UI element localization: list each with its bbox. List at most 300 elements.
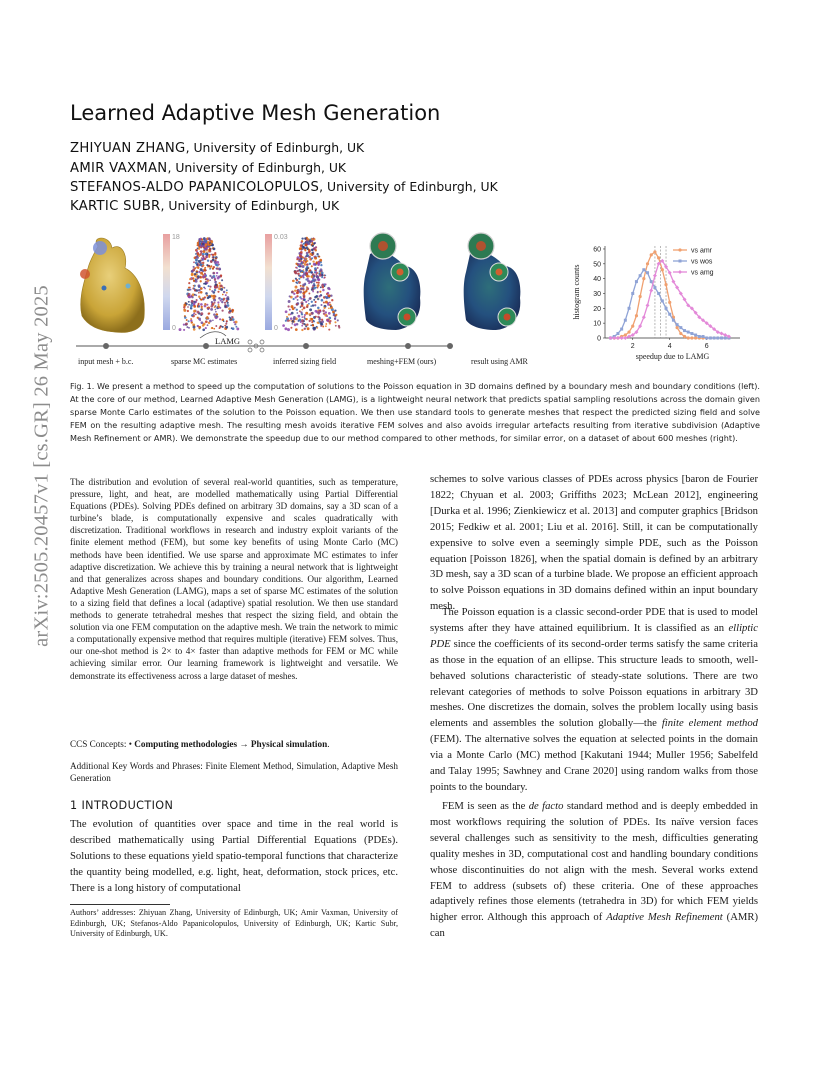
mc-point: [193, 326, 196, 329]
mc-point: [335, 325, 337, 327]
mc-point: [316, 253, 318, 255]
mc-point: [209, 248, 211, 250]
mc-point: [215, 283, 218, 286]
input-mesh: [81, 238, 145, 332]
author-name: AMIR VAXMAN: [70, 161, 168, 176]
data-point: [631, 325, 634, 328]
mc-point: [205, 283, 207, 285]
data-point: [679, 326, 682, 329]
mc-point: [188, 301, 190, 303]
mc-point: [298, 281, 300, 283]
mc-point: [303, 291, 305, 293]
mc-point: [314, 257, 317, 260]
mc-point: [319, 291, 321, 293]
mc-point: [308, 251, 310, 253]
mc-point: [193, 328, 196, 331]
mc-point: [312, 327, 315, 330]
mc-point: [317, 307, 320, 310]
mc-point: [311, 275, 314, 278]
mc-point: [301, 316, 303, 318]
mc-point: [301, 309, 303, 311]
mc-point: [193, 303, 196, 306]
mc-point: [299, 291, 302, 294]
mc-point: [309, 308, 312, 311]
mc-point: [204, 274, 206, 276]
mc-point: [320, 264, 322, 266]
mc-point: [205, 253, 207, 255]
mc-point: [219, 326, 221, 328]
mc-point: [196, 299, 198, 301]
mc-point: [221, 309, 223, 311]
legend-label: vs wos: [691, 258, 713, 266]
mc-point: [226, 320, 228, 322]
mc-point: [198, 292, 200, 294]
mc-point: [199, 240, 201, 242]
mc-point: [235, 326, 237, 328]
p2-text-a: The Poisson equation is a classic second-order PDE that is used to model systems after they have attained equilibrium. It is classified as an: [430, 607, 758, 634]
mc-point: [311, 242, 313, 244]
data-point: [623, 336, 627, 340]
data-point: [687, 336, 690, 339]
mc-point: [295, 286, 298, 289]
mc-point: [318, 321, 320, 323]
mc-point: [188, 327, 190, 329]
ccs-bold: Computing methodologies → Physical simulation: [134, 739, 328, 749]
mc-point: [198, 255, 200, 257]
mc-point: [307, 327, 310, 330]
mc-point: [315, 271, 317, 273]
mc-point: [204, 248, 207, 251]
mc-point: [315, 246, 317, 248]
mc-point: [197, 267, 199, 269]
mc-point: [213, 266, 215, 268]
ccs-label: CCS Concepts: •: [70, 739, 135, 749]
x-tick-label: 6: [704, 343, 709, 350]
colorbar-1: [163, 234, 170, 330]
legend-marker: [678, 270, 682, 274]
mc-point: [200, 250, 202, 252]
mc-point: [193, 280, 195, 282]
mc-point: [211, 290, 213, 292]
speedup-histogram: [572, 246, 740, 361]
mc-point: [307, 278, 309, 280]
mc-point: [314, 267, 317, 270]
mc-point: [331, 299, 333, 301]
mc-point: [323, 277, 325, 279]
data-point: [631, 292, 634, 295]
mc-point: [307, 248, 309, 250]
mc-point: [224, 302, 226, 304]
mc-point: [214, 289, 216, 291]
p2-text-b: since the coefficients of its second-order terms satisfy the same criteria as those in the equation of an ellipse. This structure leads to smooth, well-behaved solutions characteristic of steady-state solutions. There are two relevant categories of methods to solve Poisson equations in arbitrary 3D meshes. One discretizes the domain, solves the problem locally using basis elements and assembles the solution globally—the: [430, 638, 758, 730]
mc-point: [184, 316, 187, 319]
mc-point: [197, 248, 199, 250]
right-paragraph-3: [430, 799, 758, 942]
mc-point: [304, 314, 306, 316]
data-point: [690, 336, 693, 339]
mc-point: [305, 243, 307, 245]
y-tick-label: 40: [593, 276, 601, 284]
mc-point: [211, 301, 213, 303]
mc-point: [220, 300, 222, 302]
data-point: [649, 289, 653, 293]
mc-point: [200, 276, 202, 278]
mc-point: [296, 267, 298, 269]
mc-point: [217, 305, 220, 308]
mc-point: [214, 281, 216, 283]
figure-1: [70, 226, 760, 374]
mc-point: [334, 318, 336, 320]
mc-point: [324, 296, 326, 298]
mc-point: [226, 289, 228, 291]
mc-point: [306, 306, 308, 308]
data-point: [694, 334, 697, 337]
mc-point: [291, 312, 294, 315]
mc-point: [302, 287, 304, 289]
mc-point: [303, 323, 305, 325]
mc-point: [306, 263, 309, 266]
mc-point: [198, 260, 201, 263]
mc-point: [320, 286, 322, 288]
mc-point: [308, 243, 310, 245]
mc-point: [316, 327, 318, 329]
mc-point: [330, 295, 332, 297]
abstract: The distribution and evolution of several real-world quantities, such as temperature, pressure, light, and heat, are modelled mathematically using Partial Differential Equations (PDEs). Solving PDEs defined on arbitrary 3D domains, say a 3D scan of a turbine’s blade, is computationally expensive and scales quadratically with discretization. Traditional workflows in research and industry exploit variants of the finite element method (FEM), but some key benefits of using Monte Carlo (MC) methods have been identified. We use sparse and approximate MC estimates to infer adaptive discretization. We achieve this by training a neural network that is lightweight and that generalizes across shapes and boundary conditions. Our algorithm, Learned Adaptive Mesh Generation (LAMG), maps a set of sparse MC estimates of the solution to a sizing field that defines a local (adaptive) spatial resolution. We then use standard methods to generate tetrahedral meshes that respect the sizing field, and obtain the solution via one FEM computation on the adaptive mesh. We train the network to mimic a computationally expensive method that requires multiple (iterative) FEM solves. Thus, our one-shot method is 2× to 4× faster than adaptive methods for FEM or MC while achieving similar error. Our learning framework is lightweight and versatile. We demonstrate its effectiveness across a large dataset of meshes.: [70, 477, 398, 681]
data-point: [672, 319, 675, 322]
mc-point: [300, 269, 302, 271]
data-point: [635, 280, 638, 283]
data-point: [642, 315, 646, 319]
mc-point: [183, 306, 185, 308]
mc-point: [187, 310, 189, 312]
data-point: [716, 337, 719, 340]
mc-point: [313, 284, 315, 286]
p2-italic-1: elliptic PDE: [430, 622, 758, 650]
pipeline-arrow: [76, 332, 453, 352]
mc-point: [318, 256, 320, 258]
mc-point: [232, 327, 235, 330]
mc-point: [331, 307, 333, 309]
data-point: [690, 332, 693, 335]
mc-point: [289, 295, 291, 297]
data-point: [668, 301, 671, 304]
mc-point: [234, 323, 236, 325]
p3-text-b: standard method and is deeply embedded in most workflows requiring the solution of PDEs. Its naïve version faces several challenges such as sensitivity to the mesh, difficulties generating quality meshes in 3D, computational cost and handling boundary conditions whose discontinuities do not align with the mesh. Several works extend FEM to address (subsets of) these criteria. One of these approaches adaptively refines those elements (tetrahedra in 3D) for which FEM yields higher error. Although this approach of: [430, 801, 758, 924]
data-point: [698, 335, 701, 338]
mc-point: [314, 296, 317, 299]
data-point: [628, 307, 631, 310]
panel-label-2: sparse MC estimates: [171, 357, 238, 366]
mc-point: [329, 321, 331, 323]
mc-point: [199, 264, 202, 267]
p2-text-c: (FEM). The alternative solves the equation at selected points in the domain via a Monte Carlo (MC) method [Kakutani 1944; Muller 1956; Sabelfeld and Talay 1995; Sawhney and Crane 2020] using random walks from those points to the boundary.: [430, 734, 758, 793]
mc-point: [183, 309, 186, 312]
mc-point: [192, 268, 195, 271]
mc-point: [287, 319, 290, 322]
mc-point: [312, 304, 314, 306]
mc-point: [213, 299, 216, 302]
mc-point: [188, 289, 190, 291]
mc-point: [305, 258, 307, 260]
mc-point: [298, 278, 300, 280]
mc-point: [193, 288, 195, 290]
y-axis-label: histogram counts: [572, 264, 581, 320]
mc-point: [216, 272, 218, 274]
mc-point: [193, 305, 196, 308]
mc-point: [191, 273, 194, 276]
data-point: [664, 283, 667, 286]
mc-point: [322, 310, 325, 313]
mc-point: [198, 289, 201, 292]
mc-point: [315, 301, 317, 303]
mc-point: [300, 244, 303, 247]
mc-point: [235, 321, 238, 324]
mc-point: [205, 281, 207, 283]
mc-point: [308, 282, 310, 284]
author-affiliation: , University of Edinburgh, UK: [319, 179, 498, 194]
x-axis-label: speedup due to LAMG: [635, 352, 710, 361]
author-4: [70, 198, 339, 214]
data-point: [713, 337, 716, 340]
mc-point: [224, 304, 226, 306]
mc-point: [308, 303, 310, 305]
mc-point: [223, 298, 225, 300]
mc-point: [306, 288, 308, 290]
mc-point: [286, 316, 288, 318]
mc-point: [285, 310, 288, 313]
mc-point: [296, 295, 298, 297]
mc-point: [300, 311, 302, 313]
right-paragraph-2: [430, 605, 758, 796]
mc-point: [200, 308, 202, 310]
mc-point: [296, 304, 298, 306]
mc-point: [213, 248, 216, 251]
author-affiliation: , University of Edinburgh, UK: [167, 160, 347, 175]
data-point: [661, 268, 664, 271]
mc-point: [215, 325, 217, 327]
inferred-sizing-points: [282, 237, 340, 331]
mc-point: [215, 311, 217, 313]
mc-point: [188, 304, 190, 306]
mc-point: [306, 254, 309, 257]
mc-point: [196, 251, 198, 253]
mc-point: [321, 320, 324, 323]
mc-point: [201, 306, 203, 308]
mc-point: [284, 327, 287, 330]
mc-point: [317, 316, 319, 318]
mc-point: [309, 253, 312, 256]
mc-point: [222, 294, 224, 296]
mc-point: [301, 325, 303, 327]
mc-point: [193, 266, 195, 268]
mc-point: [220, 285, 223, 288]
y-tick-label: 30: [593, 290, 601, 298]
mc-point: [301, 329, 303, 331]
mc-point: [208, 238, 210, 240]
mc-point: [303, 260, 305, 262]
mc-point: [301, 237, 303, 239]
mc-point: [292, 298, 294, 300]
mc-point: [225, 323, 227, 325]
mc-point: [305, 290, 307, 292]
author-3: [70, 179, 498, 195]
mc-point: [213, 328, 215, 330]
mc-point: [191, 296, 193, 298]
mc-point: [322, 289, 324, 291]
mc-point: [204, 303, 206, 305]
mc-point: [309, 258, 311, 260]
mc-point: [312, 324, 314, 326]
mc-point: [328, 312, 331, 315]
mc-point: [328, 288, 330, 290]
data-point: [694, 336, 697, 339]
mc-point: [206, 264, 208, 266]
mc-point: [306, 272, 309, 275]
mc-point: [206, 245, 208, 247]
mc-point: [219, 318, 221, 320]
mc-point: [297, 299, 299, 301]
mc-point: [209, 288, 211, 290]
mc-point: [295, 281, 297, 283]
data-point: [650, 253, 653, 256]
mc-point: [315, 274, 317, 276]
mc-point: [236, 327, 239, 330]
mc-point: [213, 272, 215, 274]
mc-point: [208, 256, 210, 258]
mc-point: [216, 268, 218, 270]
mc-point: [315, 310, 318, 313]
data-point: [676, 326, 679, 329]
mc-point: [218, 264, 220, 266]
mc-point: [299, 275, 301, 277]
y-tick-label: 10: [593, 320, 601, 328]
mc-point: [195, 278, 197, 280]
legend-marker: [679, 260, 682, 263]
mc-point: [198, 284, 201, 287]
intro-paragraph: The evolution of quantities over space and time in the real world is described mathematically using Partial Differential Equations (PDEs). Solutions to these equations yield spatio-temporal functions that characterize the quantity being modelled, e.g. light, heat, deformation, stock prices, etc. There is a long history of computational: [70, 819, 398, 894]
mc-point: [305, 318, 307, 320]
mc-point: [212, 327, 214, 329]
mc-point: [205, 327, 207, 329]
mc-point: [297, 273, 299, 275]
mc-point: [206, 278, 208, 280]
x-tick-label: 2: [630, 343, 635, 350]
mc-point: [328, 307, 330, 309]
mc-point: [320, 325, 322, 327]
mc-point: [185, 322, 188, 325]
footnote: Authors’ addresses: Zhiyuan Zhang, University of Edinburgh, UK; Amir Vaxman, University of Edinburgh, UK; Stefanos-Aldo Papanicolopulos, University of Edinburgh, UK; Kartic Subr, University of Edinburgh, UK.: [70, 908, 398, 939]
mc-point: [192, 314, 194, 316]
mc-point: [303, 307, 306, 310]
mc-point: [325, 283, 327, 285]
mc-point: [202, 241, 204, 243]
mc-point: [326, 293, 328, 295]
mc-point: [218, 268, 221, 271]
legend-label: vs amg: [691, 269, 714, 277]
mc-point: [287, 305, 289, 307]
mc-point: [183, 324, 185, 326]
mc-point: [316, 282, 318, 284]
mc-point: [193, 261, 195, 263]
data-point: [657, 256, 660, 259]
mc-point: [202, 255, 204, 257]
data-point: [665, 307, 668, 310]
mc-point: [215, 263, 217, 265]
p2-italic-2: finite element method: [661, 718, 759, 730]
author-name: STEFANOS-ALDO PAPANICOLOPULOS: [70, 180, 320, 195]
mc-point: [226, 292, 228, 294]
amr-mesh-panel: [464, 233, 521, 330]
mc-point: [215, 315, 217, 317]
mc-point: [311, 265, 313, 267]
mc-point: [207, 308, 209, 310]
mc-point: [307, 238, 309, 240]
mc-point: [188, 320, 190, 322]
data-point: [646, 271, 649, 274]
mc-point: [316, 275, 318, 277]
mc-point: [318, 272, 320, 274]
mc-point: [223, 291, 225, 293]
data-point: [683, 335, 686, 338]
mc-point: [285, 320, 287, 322]
mc-point: [198, 271, 200, 273]
mc-point: [190, 304, 193, 307]
mc-point: [225, 294, 227, 296]
mc-point: [309, 263, 311, 265]
mc-point: [198, 305, 200, 307]
mc-point: [317, 267, 319, 269]
mc-point: [215, 257, 217, 259]
mc-point: [298, 319, 301, 322]
mc-point: [296, 291, 299, 294]
mc-point: [303, 316, 305, 318]
mc-point: [202, 328, 205, 331]
mc-point: [300, 255, 303, 258]
colorbar-2-min: 0: [274, 325, 278, 332]
right-paragraph-1: schemes to solve various classes of PDEs across physics [baron de Fourier 1822; Chyuan et al. 2003; Griffiths 2023; McLean 2012], engineering [Durka et al. 1996; Zienkiewicz et al. 2013] and computer graphics [Bridson 2015; Fedkiw et al. 2001; Liu et al. 2016]. Still, it can be computationally expensive to solve even a seemingly simple PDE, such as the Poisson equation [Poisson 1826], when the spatial domain is defined by an arbitrary 3D mesh, say a 3D scan of a turbine blade. We propose an efficient approach to solve Poisson equations in 3D domains defined within an input boundary mesh.: [430, 474, 758, 613]
mc-point: [312, 260, 314, 262]
mc-point: [290, 327, 292, 329]
mc-point: [221, 279, 223, 281]
data-point: [653, 286, 656, 289]
mc-point: [212, 254, 214, 256]
mc-point: [210, 308, 213, 311]
mc-point: [202, 265, 204, 267]
mc-point: [205, 292, 208, 295]
mc-point: [232, 318, 235, 321]
mc-point: [188, 293, 191, 296]
mc-point: [218, 297, 221, 300]
input-mesh-panel: [80, 238, 144, 332]
mc-point: [213, 313, 216, 316]
data-point: [639, 274, 642, 277]
mc-point: [200, 312, 203, 315]
mc-point: [304, 328, 306, 330]
mc-point: [303, 262, 305, 264]
keywords: Additional Key Words and Phrases: Finite Element Method, Simulation, Adaptive Mesh Generation: [70, 761, 398, 784]
mc-point: [223, 287, 225, 289]
mc-point: [305, 301, 307, 303]
mc-point: [295, 278, 297, 280]
panel-label-4: meshing+FEM (ours): [367, 357, 437, 366]
mc-point: [300, 242, 302, 244]
data-point: [683, 329, 686, 332]
panel-label-5: result using AMR: [471, 357, 528, 366]
mc-point: [304, 237, 306, 239]
mc-point: [319, 309, 321, 311]
mc-point: [311, 321, 313, 323]
y-tick-label: 0: [597, 335, 601, 343]
